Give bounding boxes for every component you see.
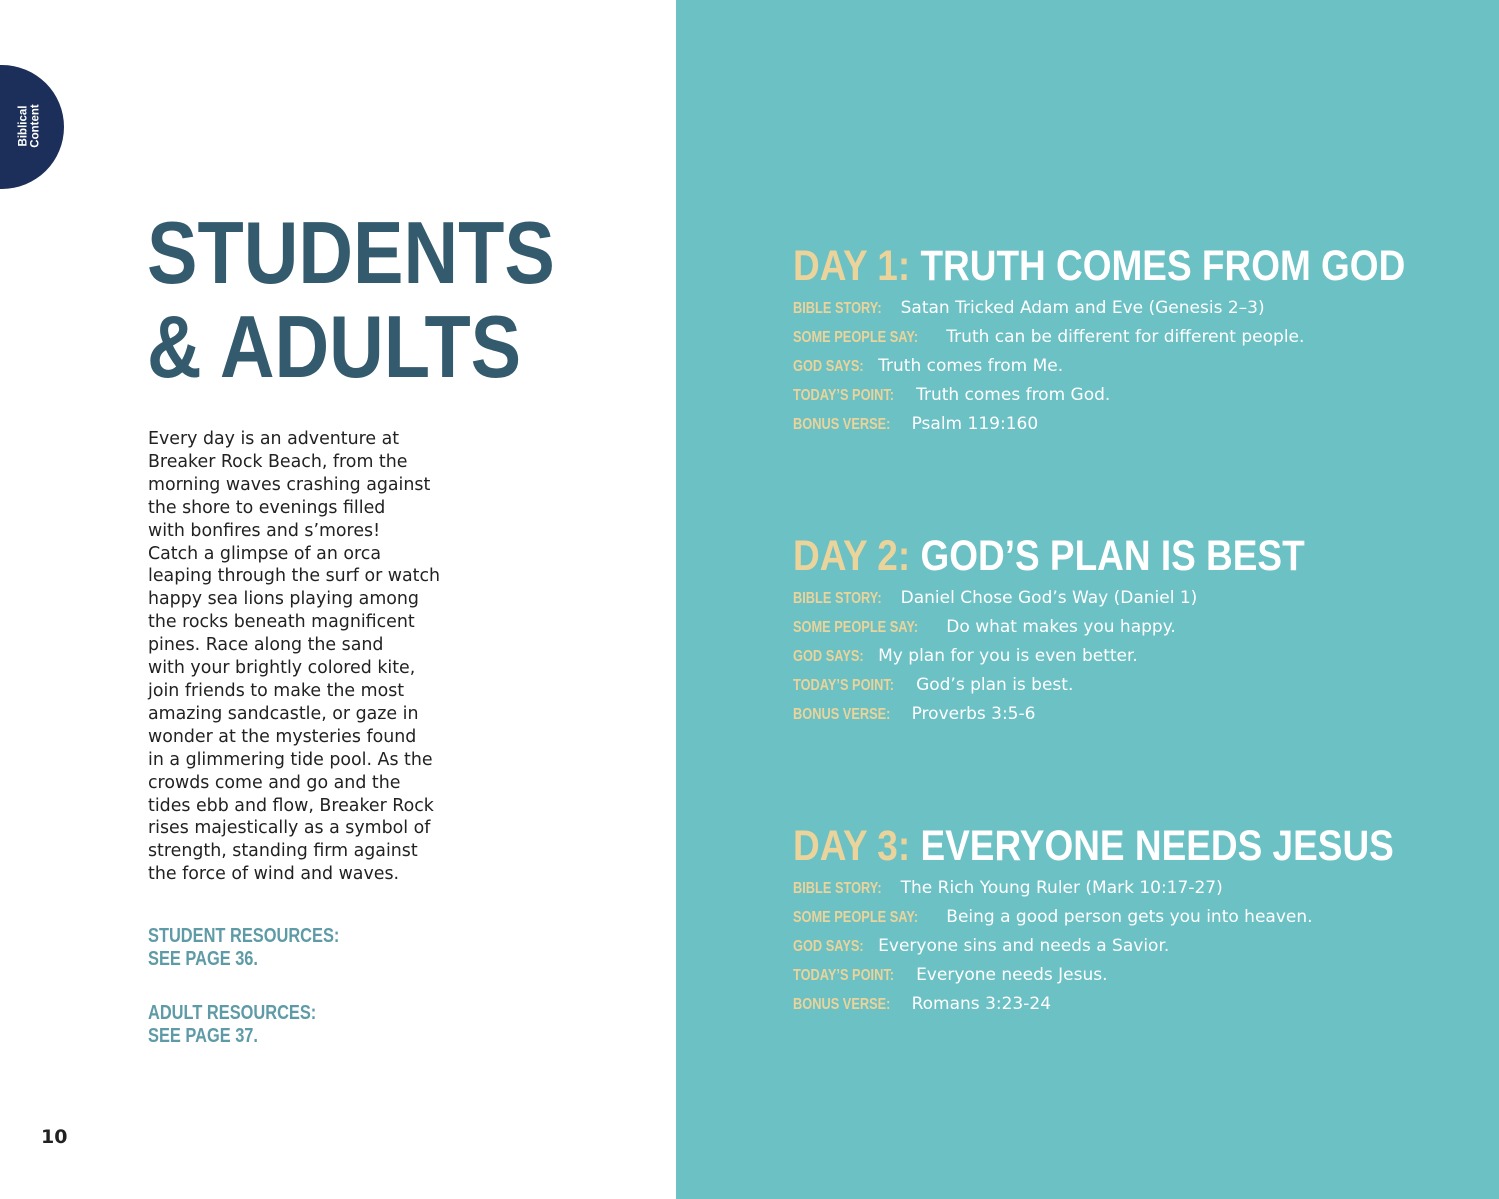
day-2-bible-story-value: Daniel Chose God’s Way (Daniel 1) [900,588,1198,608]
day-1-label: DAY 1: [793,242,921,290]
student-resources-note [148,925,339,971]
day-1-todays-point [793,380,1473,409]
adult-resources-line-2: SEE PAGE 37. [148,1025,258,1047]
day-1-bible-story-value: Satan Tricked Adam and Eve (Genesis 2–3) [900,298,1265,318]
adult-resources-note [148,1002,316,1048]
day-3-some-people-say-value: Being a good person gets you into heaven. [946,907,1313,927]
day-3-god-says [793,931,1473,960]
day-1-bible-story-label: BIBLE STORY: [793,300,882,317]
day-2-bonus-verse-label: BONUS VERSE: [793,706,891,723]
day-2-todays-point-label: TODAY’S POINT: [793,677,894,694]
day-3-label: DAY 3: [793,822,921,870]
student-resources-line-1: STUDENT RESOURCES: [148,925,340,947]
day-1-title: TRUTH COMES FROM GOD [920,242,1406,290]
day-3-details [793,873,1473,1018]
day-3-bible-story-label: BIBLE STORY: [793,880,882,897]
page-title-line-2: & ADULTS [147,297,522,396]
day-2-bonus-verse-value: Proverbs 3:5-6 [911,704,1036,724]
day-1-god-says-label: GOD SAYS: [793,358,864,375]
page-title [147,203,611,396]
day-1-todays-point-value: Truth comes from God. [916,385,1111,405]
day-3-bible-story [793,873,1473,902]
day-1-bonus-verse-value: Psalm 119:160 [911,414,1039,434]
day-1-heading [793,241,1406,291]
day-1-some-people-say [793,322,1473,351]
day-3-todays-point-label: TODAY’S POINT: [793,967,894,984]
day-2-some-people-say-value: Do what makes you happy. [946,617,1176,637]
section-tab-label-wrap [12,98,48,154]
day-3-god-says-label: GOD SAYS: [793,938,864,955]
day-2-title: GOD’S PLAN IS BEST [920,532,1305,580]
section-tab-label: Biblical Content [18,104,42,148]
day-3-bonus-verse [793,989,1473,1018]
day-1-bonus-verse-label: BONUS VERSE: [793,416,891,433]
day-1-bonus-verse [793,409,1473,438]
day-1-details [793,293,1473,438]
day-1-god-says-value: Truth comes from Me. [878,356,1064,376]
day-2-god-says-value: My plan for you is even better. [878,646,1138,666]
day-3-bonus-verse-label: BONUS VERSE: [793,996,891,1013]
day-2-bible-story [793,583,1473,612]
day-3-bible-story-value: The Rich Young Ruler (Mark 10:17-27) [900,878,1223,898]
day-2-todays-point [793,670,1473,699]
day-3-block [793,821,1473,1018]
day-2-god-says-label: GOD SAYS: [793,648,864,665]
page-number: 10 [41,1126,68,1148]
day-3-some-people-say-label: SOME PEOPLE SAY: [793,909,919,926]
adult-resources-line-1: ADULT RESOURCES: [148,1002,317,1024]
day-1-some-people-say-label: SOME PEOPLE SAY: [793,329,919,346]
day-2-todays-point-value: God’s plan is best. [916,675,1074,695]
day-1-block [793,241,1473,438]
day-2-heading [793,531,1378,581]
day-1-todays-point-label: TODAY’S POINT: [793,387,894,404]
day-2-bible-story-label: BIBLE STORY: [793,590,882,607]
page-title-line-1: STUDENTS [147,203,555,302]
day-3-todays-point [793,960,1473,989]
day-3-bonus-verse-value: Romans 3:23-24 [911,994,1052,1014]
day-2-some-people-say-label: SOME PEOPLE SAY: [793,619,919,636]
day-1-god-says [793,351,1473,380]
day-3-god-says-value: Everyone sins and needs a Savior. [878,936,1170,956]
day-2-bonus-verse [793,699,1473,728]
day-2-god-says [793,641,1473,670]
student-resources-line-2: SEE PAGE 36. [148,948,258,970]
day-2-block [793,531,1473,728]
day-1-some-people-say-value: Truth can be different for different people. [946,327,1305,347]
day-2-details [793,583,1473,728]
day-2-some-people-say [793,612,1473,641]
left-page [0,0,676,1199]
day-1-bible-story [793,293,1473,322]
day-3-todays-point-value: Everyone needs Jesus. [916,965,1108,985]
intro-paragraph: Every day is an adventure at Breaker Rock Beach, from the morning waves crashing against the shore to evenings filled with bonfires and s’mores! Catch a glimpse of an orca leaping through the surf or watch happy sea lions playing among the rocks beneath magnificent pines. Race along the sand with your brightly colored kite, join friends to make the most amazing sandcastle, or gaze in wonder at the mysteries found in a glimmering tide pool. As the crowds come and go and the tides ebb and flow, Breaker Rock rises majestically as a symbol of strength, standing firm against the force of wind and waves. [148,429,441,885]
day-3-heading [793,821,1394,871]
day-3-title: EVERYONE NEEDS JESUS [920,822,1394,870]
day-3-some-people-say [793,902,1473,931]
day-2-label: DAY 2: [793,532,921,580]
